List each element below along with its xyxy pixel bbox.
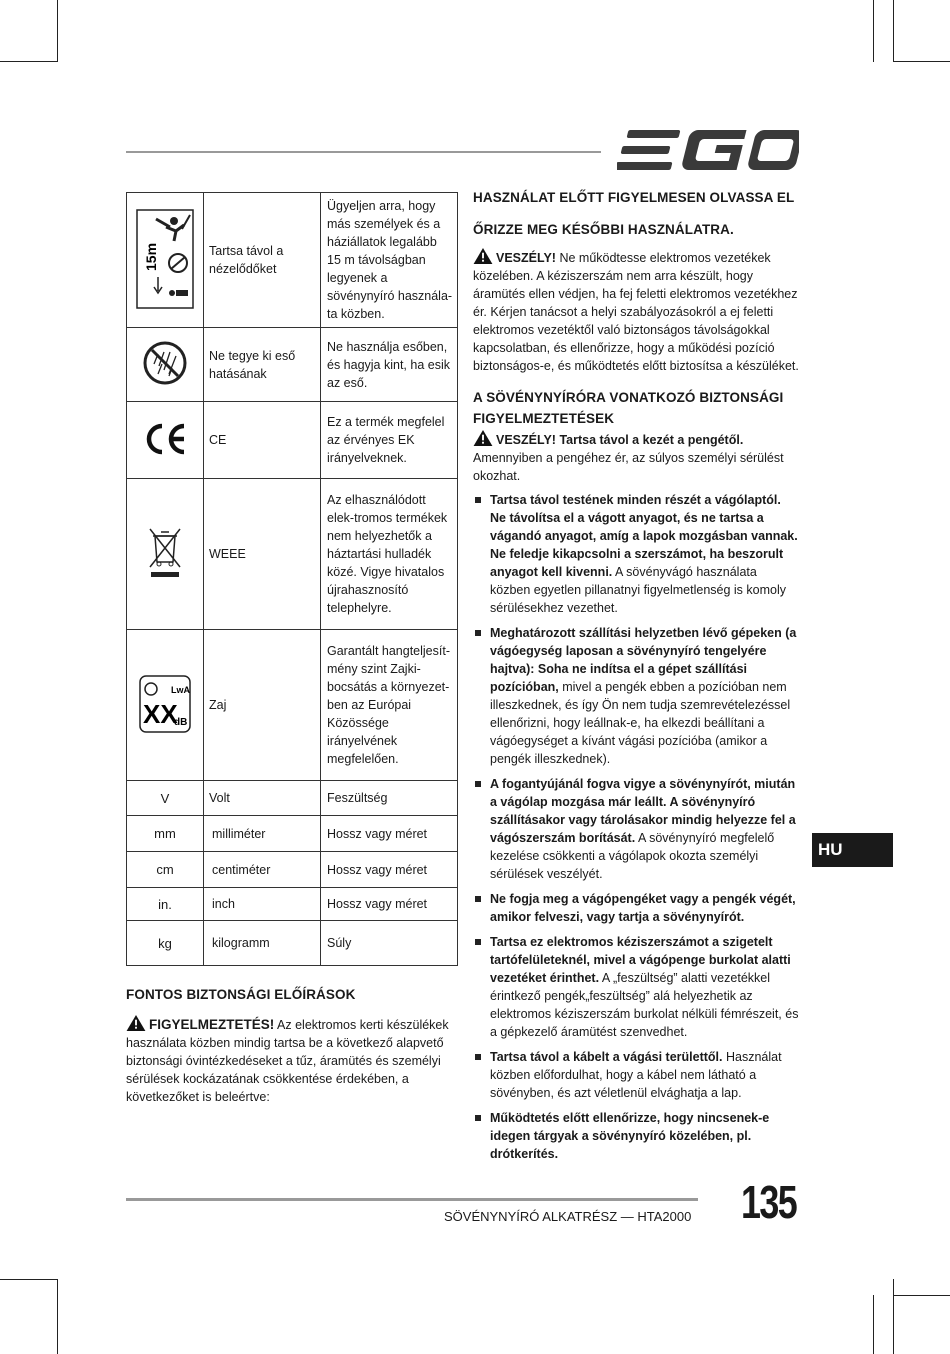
symbol-name: Tartsa távol a nézelődőket: [204, 193, 321, 328]
table-row: [127, 402, 458, 479]
danger-text: Ne működtesse elektromos vezetékek közelében. A kéziszerszám nem arra készült, hogy áramütés ellen védjen, ha fej feletti elektromos vezetékhez ér. Kérjen tanácsot a helyi szabályozásokról a ej feletti elektromos vezetéktől való biztonságos távolságokkal kapcsolatban, és ellenőrizze, hogy a működési pozíció biztonságos-e, és működtetés előtt biztosítsa a készüléket.: [473, 251, 799, 373]
unit-symbol: cm: [127, 852, 204, 888]
read-before-use-heading: HASZNÁLAT ELŐTT FIGYELMESEN OLVASSA EL: [473, 190, 795, 205]
unit-description: Hossz vagy méret: [321, 888, 458, 921]
table-row: [127, 479, 458, 630]
footer-rule: [126, 1198, 698, 1201]
symbol-description: Ügyeljen arra, hogy más személyek és a háziállatok legalább 15 m távolságban legyenek a sövénynyíró használa-ta közben.: [321, 193, 458, 328]
keep-distance-15m-icon: [136, 209, 194, 309]
bullet-text: A sövénynyíró megfelelő kezelése csökkenti a vágólapok okozta személyi sérülések veszélyét.: [490, 831, 775, 881]
table-row: [127, 921, 458, 966]
safety-bullet-list: [473, 491, 799, 1163]
list-item: [473, 890, 799, 926]
noise-unit-label: dB: [174, 716, 188, 728]
list-item: [473, 933, 799, 1041]
symbol-cell: [127, 479, 204, 630]
section-heading: FONTOS BIZTONSÁGI ELŐÍRÁSOK: [126, 987, 356, 1002]
bullet-bold: Tartsa távol testének minden részét a vágólaptól. Ne távolítsa el a vágott anyagot, és ne tartsa a vágandó anyagot, amíg a lapok mozgásban vannak. Ne feledje kikapcsolni a szerszámot, ha beszorult anyagot kell kivenni.: [490, 493, 798, 579]
footer-title: SÖVÉNYNYÍRÓ ALKATRÉSZ — HTA2000: [444, 1209, 692, 1224]
warning-icon: [473, 430, 493, 446]
table-row: [127, 888, 458, 921]
right-column: [473, 189, 799, 1170]
crop-mark: [893, 61, 950, 62]
symbols-table: [126, 192, 458, 966]
danger-paragraph: [473, 248, 799, 375]
table-row: [127, 852, 458, 888]
no-rain-icon: [142, 340, 188, 386]
crop-mark: [0, 1279, 58, 1280]
danger-label: VESZÉLY!: [496, 251, 556, 265]
symbol-cell: [127, 630, 204, 781]
bullet-bold: A fogantyújánál fogva vigye a sövénynyírót, miután a vágólap mozgása már leállt. A sövénynyíró szállításakor vagy tárolásakor mindig helyezze fel a vágószerszám borítását.: [490, 777, 796, 845]
symbol-name: Zaj: [204, 630, 321, 781]
noise-level-icon: [139, 675, 191, 733]
distance-label: 15m: [143, 242, 159, 271]
unit-description: Hossz vagy méret: [321, 852, 458, 888]
unit-name: centiméter: [204, 852, 321, 888]
symbol-name: CE: [204, 402, 321, 479]
danger2-bold: VESZÉLY! Tartsa távol a kezét a pengétől.: [496, 433, 744, 447]
unit-description: Feszültség: [321, 781, 458, 816]
unit-name: inch: [204, 888, 321, 921]
bullet-bold: Tartsa távol a kábelt a vágási területtől.: [490, 1050, 723, 1064]
weee-bin-icon: [147, 526, 183, 580]
bullet-text: mivel a pengék ebben a pozícióban nem illeszkednek, és így Ön nem tudja szemrevételezéssel ellenőrizni, hogy leállnak-e, ha elkezdi beállítani a vágóegységet a kívánt vágási pozícióba (amikor a pengék illeszkednek).: [490, 680, 791, 766]
keep-manual-heading: ŐRIZZE MEG KÉSŐBBI HASZNÁLATRA.: [473, 222, 734, 237]
crop-mark: [873, 1295, 874, 1354]
unit-symbol: mm: [127, 816, 204, 852]
bullet-bold: Működtetés előtt ellenőrizze, hogy nincsenek-e idegen tárgyak a sövénynyíró közelében, pl. drótkerítés.: [490, 1111, 770, 1161]
unit-name: milliméter: [204, 816, 321, 852]
hedge-trimmer-warnings-heading: A SÖVÉNYNYÍRÓRA VONATKOZÓ BIZTONSÁGI FIGYELMEZTETÉSEK: [473, 390, 784, 426]
symbol-cell: [127, 328, 204, 402]
symbol-cell: [127, 402, 204, 479]
list-item: [473, 775, 799, 883]
crop-mark: [57, 1279, 58, 1354]
bullet-text: A sövényvágó használata közben egyetlen pillanatnyi figyelmetlenség is komoly sérülésekhez vezethet.: [490, 565, 786, 615]
bullet-text: A „feszültség” alatti vezetékkel érintkező pengék„feszültség” alá helyezhetik az elektromos kéziszerszám burkolat nélküli fémrészeit, és a gépkezelő áramütést szenvedhet.: [490, 971, 799, 1039]
noise-big-label: XX: [143, 698, 178, 729]
list-item: [473, 491, 799, 617]
unit-symbol: in.: [127, 888, 204, 921]
crop-mark: [893, 0, 894, 62]
symbol-name: Ne tegye ki eső hatásának: [204, 328, 321, 402]
unit-description: Hossz vagy méret: [321, 816, 458, 852]
table-row: [127, 193, 458, 328]
crop-mark: [0, 61, 58, 62]
bullet-bold: Ne fogja meg a vágópengéket vagy a pengék végét, amikor felveszi, vagy tartja a sövénynyírót.: [490, 892, 796, 924]
header-rule: [126, 151, 601, 153]
warning-icon: [126, 1015, 146, 1031]
list-item: [473, 1048, 799, 1102]
list-item: [473, 1109, 799, 1163]
bullet-text: Használat közben előfordulhat, hogy a kábel nem látható a sövényben, és azt véletlenül elvághatja a lap.: [490, 1050, 782, 1100]
unit-symbol: kg: [127, 921, 204, 966]
symbol-name: WEEE: [204, 479, 321, 630]
list-item: [473, 624, 799, 768]
crop-mark: [893, 1279, 894, 1354]
unit-symbol: V: [127, 781, 204, 816]
table-row: [127, 781, 458, 816]
symbol-description: Ne használja esőben, és hagyja kint, ha esik az eső.: [321, 328, 458, 402]
table-row: [127, 816, 458, 852]
noise-sub-label: LwA: [171, 684, 190, 695]
table-row: [127, 328, 458, 402]
crop-mark: [57, 0, 58, 62]
symbol-description: Garantált hangteljesít-mény szint Zajki-bocsátás a környezet-ben az Európai Közössége irányelvének megfelelően.: [321, 630, 458, 781]
unit-name: kilogramm: [204, 921, 321, 966]
warning-text: Az elektromos kerti készülékek használata közben mindig tartsa be a következő alapvető biztonsági óvintézkedéseket a tűz, áramütés és személyi sérülések kockázatának csökkentése érdekében, a következőket is beleértve:: [126, 1018, 449, 1104]
crop-mark: [893, 1295, 950, 1296]
warning-label: FIGYELMEZTETÉS!: [149, 1017, 275, 1032]
unit-description: Súly: [321, 921, 458, 966]
bullet-bold: Tartsa ez elektromos kéziszerszámot a szigetelt tartófelületeknél, mivel a vágópenge burkolat alatti vezetéket érinthet.: [490, 935, 791, 985]
ce-mark-icon: [142, 422, 188, 456]
unit-name: Volt: [204, 781, 321, 816]
table-row: [127, 630, 458, 781]
bullet-bold: Meghatározott szállítási helyzetben lévő gépeken (a vágóegység laposan a sövénynyíró tengelyére hajtva): Soha ne indítsa el a gépet szállítási pozícióban,: [490, 626, 797, 694]
page-number: 135: [741, 1176, 797, 1228]
language-tab: HU: [812, 833, 893, 867]
symbol-description: Ez a termék megfelel az érvényes EK irányelveknek.: [321, 402, 458, 479]
warning-paragraph: [126, 1015, 458, 1106]
ego-logo: [617, 128, 799, 172]
symbol-description: Az elhasználódott elek-tromos termékek nem helyezhetők a háztartási hulladék közé. Vigye hivatalos újrahasznosító telephelyre.: [321, 479, 458, 630]
crop-mark: [873, 0, 874, 62]
danger2-text: Amennyiben a pengéhez ér, az súlyos személyi sérülést okozhat.: [473, 451, 784, 483]
symbol-cell: [127, 193, 204, 328]
warning-icon: [473, 248, 493, 264]
danger2-paragraph: [473, 430, 799, 485]
safety-rules-section: [126, 986, 458, 1106]
